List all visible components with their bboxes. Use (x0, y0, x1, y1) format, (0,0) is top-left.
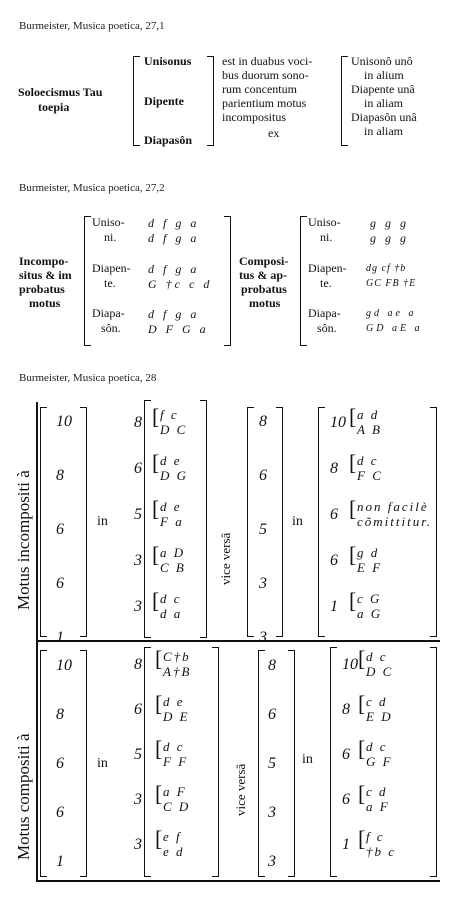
ex2-right-brace (300, 216, 307, 346)
ex1-right-4: in aliam (364, 96, 403, 110)
interval-number: 6 (56, 804, 64, 821)
note-pair-bottom: E D (366, 709, 393, 724)
note-pair-bracket: [ (349, 404, 357, 429)
ex1-right-3: Diapente unâ (351, 82, 415, 96)
ex3-frame-divider (36, 640, 440, 642)
ex3-comp-col3-bracket (258, 650, 265, 877)
ex2-r-term-3b: sôn. (317, 321, 337, 335)
note-pair-bracket: [ (358, 646, 366, 671)
ex1-right-2: in alium (364, 68, 404, 82)
ex2-left-label-3: probatus (19, 282, 65, 296)
note-pair-bottom: d a (160, 606, 183, 621)
interval-number: 3 (134, 791, 142, 808)
note-pair-bottom: F a (160, 514, 184, 529)
ex1-right-5: Diapasôn unâ (351, 110, 417, 124)
interval-number: 8 (134, 656, 142, 673)
note-pair-bottom: C D (163, 799, 191, 814)
ex3-comp-label: Motus compositi à (14, 733, 33, 860)
ex2-mid-label-2: tus & ap- (239, 268, 288, 282)
ex3-incomp-col3-bracket (247, 407, 254, 637)
interval-number: 3 (259, 629, 267, 646)
ex1-mid-1: est in duabus voci- (222, 54, 313, 68)
interval-number: 10 (56, 413, 72, 430)
ex2-r-term-2a: Diapen- (308, 261, 347, 275)
note-pair-bracket: [ (358, 691, 366, 716)
ex3-vice-2: vice versâ (233, 763, 248, 816)
ex1-head-line2: toepia (38, 100, 70, 114)
ex2-left-label-2: situs & im (19, 268, 72, 282)
ex3-comp-col3-close (288, 650, 295, 877)
note-pair-top: d c (163, 739, 185, 754)
ex1-right-6: in aliam (364, 124, 403, 138)
note-pair-bottom: D C (366, 664, 394, 679)
ex3-frame-bottom (36, 880, 440, 882)
note-pair-bracket: [ (152, 542, 160, 567)
ex2-left-label-4: motus (29, 296, 61, 310)
note-pair-top: a F (163, 784, 187, 799)
ex3-comp-col2-bracket (144, 647, 151, 877)
ex3-incomp-col3-close (276, 407, 283, 637)
note-pair-top: a d (357, 407, 380, 422)
ex1-mid-3: rum concentum (222, 82, 297, 96)
interval-number: 6 (56, 755, 64, 772)
interval-number: 8 (342, 701, 350, 718)
ex3-frame-left-top (36, 402, 38, 640)
interval-number: 10 (56, 657, 72, 674)
ex2-mid-label-3: probatus (241, 282, 287, 296)
interval-number: 6 (134, 701, 142, 718)
note-pair-top: d c (366, 739, 388, 754)
note-pair-bracket: [ (349, 588, 357, 613)
ex3-incomp-col2-bracket (144, 400, 151, 638)
note-pair-top: d e (163, 694, 185, 709)
ex1-mid-6: ex (268, 126, 280, 140)
note-pair-top: a D (160, 545, 186, 560)
interval-number: 1 (56, 853, 64, 870)
ex1-head-line1: Soloecismus Tau (18, 85, 103, 99)
ex2-r-term-3a: Diapa- (308, 306, 341, 320)
note-pair-top: d c (366, 649, 388, 664)
caption-ex2: Burmeister, Musica poetica, 27,2 (19, 182, 165, 194)
interval-number: 3 (134, 836, 142, 853)
interval-number: 8 (134, 414, 142, 431)
interval-number: 6 (342, 791, 350, 808)
ex2-l-notes-3-top: d f g a (148, 307, 200, 321)
interval-number: 6 (259, 467, 267, 484)
note-pair-bottom: F F (163, 754, 189, 769)
ex3-incomp-col1-close (80, 407, 87, 637)
interval-number: 6 (342, 746, 350, 763)
ex1-term-diapason: Diapasôn (144, 133, 193, 147)
ex1-term-unisonus: Unisonus (144, 54, 192, 68)
note-pair-bottom: D G (160, 468, 189, 483)
note-pair-top: C†b (163, 649, 191, 664)
note-pair-top: non facilè (357, 499, 429, 514)
note-pair-bracket: [ (349, 542, 357, 567)
ex2-l-term-3b: sôn. (101, 321, 121, 335)
ex3-in-4: in (302, 752, 313, 767)
interval-number: 8 (56, 706, 64, 723)
note-pair-top: c d (366, 694, 388, 709)
interval-number: 5 (134, 506, 142, 523)
note-pair-top: d e (160, 499, 182, 514)
ex3-incomp-col2-close (200, 400, 207, 638)
note-pair-top: d c (160, 591, 182, 606)
ex2-l-term-3a: Diapa- (92, 306, 125, 320)
note-pair-bottom: F C (357, 468, 383, 483)
interval-number: 8 (259, 413, 267, 430)
ex1-bracket-terms-right (207, 56, 214, 146)
ex2-r-notes-1-bot: g g g (370, 231, 409, 245)
ex3-comp-col4-close (430, 647, 437, 877)
note-pair-bottom: A†B (163, 664, 192, 679)
ex1-mid-4: parientium motus (222, 96, 307, 110)
note-pair-top: g d (357, 545, 380, 560)
note-pair-bracket: [ (358, 826, 366, 851)
ex3-comp-col1-bracket (40, 650, 47, 877)
note-pair-bracket: [ (349, 496, 357, 521)
ex3-comp-col1-close (80, 650, 87, 877)
ex2-mid-label-4: motus (249, 296, 281, 310)
note-pair-top: d c (357, 453, 379, 468)
ex2-l-notes-1-top: d f g a (148, 216, 200, 230)
interval-number: 5 (268, 755, 276, 772)
note-pair-bracket: [ (155, 826, 163, 851)
ex2-l-notes-2-top: d f g a (148, 262, 200, 276)
interval-number: 10 (342, 656, 358, 673)
ex3-vice-1: vice versâ (218, 532, 233, 585)
ex2-l-notes-1-bot: d f g a (148, 231, 200, 245)
ex1-term-dipente: Dipente (144, 94, 184, 108)
ex2-r-term-1b: ni. (320, 230, 333, 244)
note-pair-bottom: †b c (366, 844, 397, 859)
interval-number: 3 (134, 598, 142, 615)
ex2-r-notes-2-bot: GC FB †E (366, 278, 417, 289)
note-pair-bottom: A B (357, 422, 382, 437)
ex2-l-term-2b: te. (104, 276, 116, 290)
interval-number: 1 (56, 629, 64, 646)
note-pair-bottom: a G (357, 606, 383, 621)
note-pair-bottom: C B (160, 560, 186, 575)
note-pair-top: e f (163, 829, 182, 844)
note-pair-bottom: G F (366, 754, 393, 769)
ex2-left-brace (84, 216, 91, 346)
ex1-mid-2: bus duorum sono- (222, 68, 309, 82)
ex1-right-1: Unisonô unô (351, 54, 413, 68)
ex2-l-term-1a: Uniso- (92, 215, 125, 229)
interval-number: 8 (330, 460, 338, 477)
note-pair-bracket: [ (349, 450, 357, 475)
ex2-mid-label-1: Composi- (239, 254, 289, 268)
note-pair-bracket: [ (152, 588, 160, 613)
caption-ex3: Burmeister, Musica poetica, 28 (19, 372, 157, 384)
interval-number: 6 (330, 506, 338, 523)
ex3-comp-col2-close (212, 647, 219, 877)
ex1-bracket-right (341, 56, 348, 146)
ex3-incomp-col4-bracket (318, 407, 325, 637)
ex2-left-label-1: Incompo- (19, 254, 69, 268)
note-pair-top: f c (366, 829, 385, 844)
note-pair-bottom: E F (357, 560, 383, 575)
note-pair-top: f c (160, 407, 179, 422)
ex2-r-notes-2-top: dg cf †b (366, 263, 407, 274)
note-pair-bracket: [ (155, 736, 163, 761)
note-pair-bottom: e d (163, 844, 185, 859)
interval-number: 5 (134, 746, 142, 763)
ex3-incomp-label: Motus incompositi à (14, 470, 33, 610)
ex2-r-term-2b: te. (320, 276, 332, 290)
note-pair-bracket: [ (155, 781, 163, 806)
note-pair-top: c G (357, 591, 382, 606)
interval-number: 10 (330, 414, 346, 431)
ex3-in-2: in (292, 514, 303, 529)
note-pair-bracket: [ (152, 450, 160, 475)
ex2-r-term-1a: Uniso- (308, 215, 341, 229)
interval-number: 6 (268, 706, 276, 723)
note-pair-bottom: cõmittitur. (357, 514, 433, 529)
ex2-left-close (224, 216, 231, 346)
ex3-comp-col4-bracket (330, 647, 337, 877)
ex1-mid-5: incompositus (222, 110, 287, 124)
note-pair-top: d e (160, 453, 182, 468)
interval-number: 3 (259, 575, 267, 592)
interval-number: 8 (268, 657, 276, 674)
ex2-r-notes-3-bot: GD aE a (366, 323, 423, 334)
ex2-r-notes-3-top: gd ae a (366, 308, 417, 319)
interval-number: 5 (259, 521, 267, 538)
interval-number: 6 (56, 521, 64, 538)
note-pair-bottom: a F (366, 799, 390, 814)
interval-number: 6 (134, 460, 142, 477)
note-pair-bracket: [ (358, 781, 366, 806)
ex2-l-term-2a: Diapen- (92, 261, 131, 275)
note-pair-top: c d (366, 784, 388, 799)
interval-number: 6 (330, 552, 338, 569)
ex3-frame-left-bottom (36, 640, 38, 882)
interval-number: 8 (56, 467, 64, 484)
ex2-l-notes-3-bot: D F G a (148, 322, 209, 336)
interval-number: 6 (56, 575, 64, 592)
note-pair-bracket: [ (152, 496, 160, 521)
ex3-in-3: in (97, 756, 108, 771)
note-pair-bottom: D C (160, 422, 188, 437)
interval-number: 3 (268, 853, 276, 870)
note-pair-bracket: [ (155, 691, 163, 716)
note-pair-bracket: [ (155, 646, 163, 671)
interval-number: 3 (134, 552, 142, 569)
interval-number: 1 (330, 598, 338, 615)
note-pair-bracket: [ (152, 404, 160, 429)
ex2-l-term-1b: ni. (104, 230, 117, 244)
interval-number: 1 (342, 836, 350, 853)
ex2-l-notes-2-bot: G †c c d (148, 277, 213, 291)
note-pair-bottom: D E (163, 709, 190, 724)
ex2-r-notes-1-top: g g g (370, 216, 409, 230)
note-pair-bracket: [ (358, 736, 366, 761)
ex3-in-1: in (97, 514, 108, 529)
ex3-incomp-col1-bracket (40, 407, 47, 637)
interval-number: 3 (268, 804, 276, 821)
ex1-bracket-terms (133, 56, 140, 146)
caption-ex1: Burmeister, Musica poetica, 27,1 (19, 20, 165, 32)
